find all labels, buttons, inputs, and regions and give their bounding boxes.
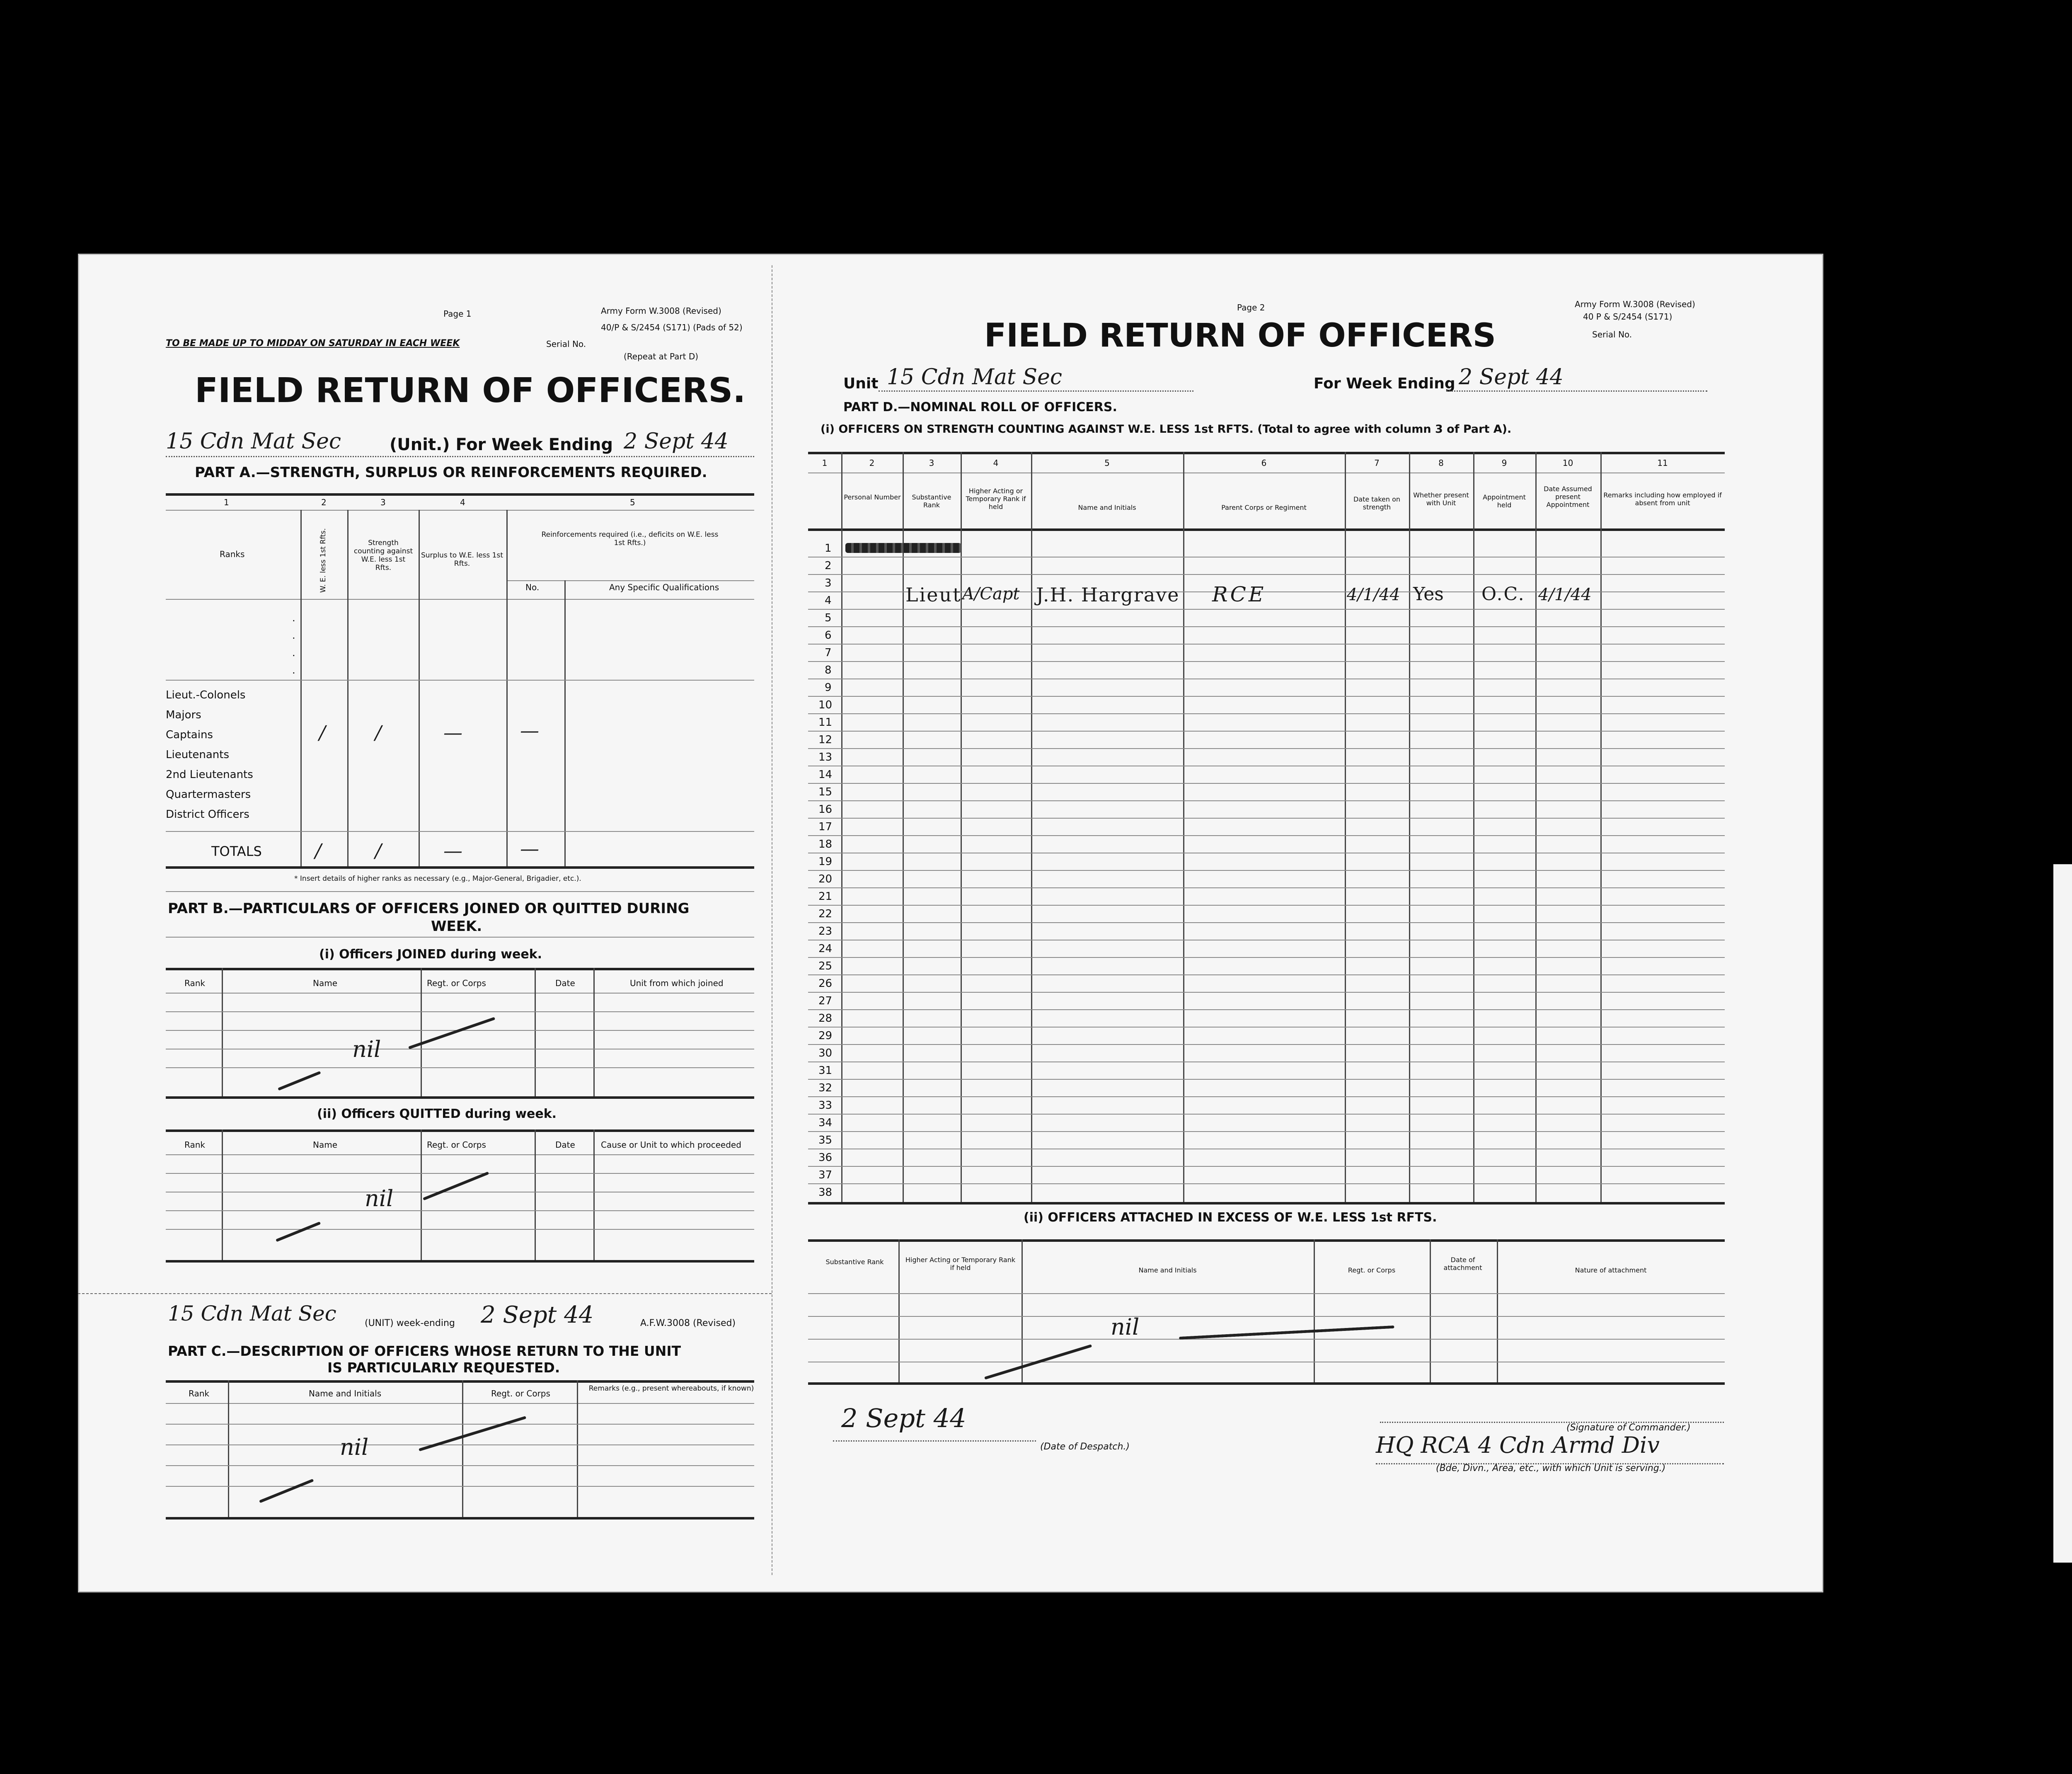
- struck-entry: [845, 543, 961, 553]
- part-a-footnote: * Insert details of higher ranks as necessary (e.g., Major-General, Brigadier, etc.).: [294, 875, 581, 883]
- part-c-form: A.F.W.3008 (Revised): [640, 1318, 736, 1328]
- col-qual: Any Specific Qualifications: [609, 582, 719, 592]
- row-number: 28: [818, 1012, 833, 1025]
- entry-higher-rank: A/Capt: [962, 584, 1020, 603]
- captains-surplus: —: [443, 721, 462, 744]
- row-number: 3: [825, 577, 832, 589]
- row-number: 30: [818, 1047, 833, 1059]
- row-number: 12: [818, 734, 833, 746]
- despatch-date: 2 Sept 44: [841, 1403, 966, 1433]
- row-number: 18: [818, 838, 833, 851]
- repeat-note: (Repeat at Part D): [624, 351, 699, 361]
- archive-label: [2053, 864, 2072, 1563]
- row-number: 22: [818, 908, 833, 920]
- rank-lieut-colonels: Lieut.-Colonels: [166, 689, 246, 701]
- row-number: 38: [818, 1186, 833, 1199]
- page2-week-entry: 2 Sept 44: [1459, 365, 1564, 390]
- rank-majors: Majors: [166, 709, 201, 721]
- rank-district-officers: District Officers: [166, 808, 249, 821]
- unit-label: (Unit.) For Week Ending: [390, 435, 613, 454]
- rank-2nd-lieutenants: 2nd Lieutenants: [166, 768, 253, 781]
- totals-surplus: —: [443, 839, 462, 862]
- joined-nil: nil: [352, 1036, 381, 1062]
- row-number: 10: [818, 699, 833, 711]
- row-number: 24: [818, 943, 833, 955]
- captains-strength: /: [375, 721, 382, 744]
- col-we: W. E. less 1st Rfts.: [319, 528, 327, 593]
- row-number: 2: [825, 560, 832, 572]
- captains-we: /: [319, 721, 326, 744]
- page2-unit-entry: 15 Cdn Mat Sec: [887, 365, 1062, 390]
- page2-week-label: For Week Ending: [1314, 375, 1455, 392]
- quitted-nil: nil: [365, 1185, 394, 1212]
- part-d-subtitle: (i) OFFICERS ON STRENGTH COUNTING AGAINST W.E. LESS 1st RFTS. (Total to agree with column 3 of Part A).: [821, 423, 1512, 436]
- col-no: No.: [525, 582, 540, 592]
- col-ranks: Ranks: [220, 549, 245, 559]
- form-number: Army Form W.3008 (Revised): [601, 306, 721, 316]
- entry-appointment: O.C.: [1481, 584, 1525, 605]
- entry-sub-rank: Lieut: [905, 584, 962, 606]
- row-number: 6: [825, 629, 832, 642]
- row-number: 15: [818, 786, 833, 798]
- despatch-label: (Date of Despatch.): [1040, 1442, 1130, 1452]
- part-c-unit-label: (UNIT) week-ending: [365, 1318, 455, 1328]
- page2-title: FIELD RETURN OF OFFICERS: [984, 317, 1496, 354]
- row-number: 14: [818, 768, 833, 781]
- row-number: 7: [825, 647, 832, 659]
- row-number: 29: [818, 1030, 833, 1042]
- perforation: [78, 1293, 772, 1294]
- signature-label: (Signature of Commander.): [1566, 1423, 1691, 1433]
- row-number: 32: [818, 1082, 833, 1094]
- joined-title: (i) Officers JOINED during week.: [319, 947, 542, 962]
- unit-entry: 15 Cdn Mat Sec: [166, 429, 341, 454]
- row-number: 36: [818, 1151, 833, 1164]
- instruction: TO BE MADE UP TO MIDDAY ON SATURDAY IN EACH WEEK: [166, 338, 460, 349]
- row-number: 21: [818, 890, 833, 903]
- totals-label: TOTALS: [211, 843, 262, 859]
- page2-form-ref: 40 P & S/2454 (S171): [1583, 312, 1673, 322]
- row-number: 37: [818, 1169, 833, 1181]
- row-number: 31: [818, 1064, 833, 1077]
- entry-name: J.H. Hargrave: [1036, 584, 1180, 606]
- page-title: FIELD RETURN OF OFFICERS.: [195, 371, 746, 410]
- row-number: 26: [818, 977, 833, 990]
- part-c-title: PART C.—DESCRIPTION OF OFFICERS WHOSE RETURN TO THE UNIT: [168, 1343, 681, 1359]
- entry-present: Yes: [1413, 584, 1444, 605]
- col-surplus: Surplus to W.E. less 1st Rfts.: [421, 551, 503, 568]
- row-number: 25: [818, 960, 833, 972]
- rank-quartermasters: Quartermasters: [166, 788, 251, 801]
- row-number: 13: [818, 751, 833, 763]
- totals-reinf: —: [520, 837, 539, 860]
- part-c-week: 2 Sept 44: [481, 1301, 594, 1328]
- formation-label: (Bde, Divn., Area, etc., with which Unit is serving.): [1436, 1463, 1666, 1473]
- totals-strength: /: [375, 839, 382, 862]
- part-d-title: PART D.—NOMINAL ROLL OF OFFICERS.: [843, 400, 1117, 414]
- row-number: 17: [818, 821, 833, 833]
- entry-date-tos: 4/1/44: [1347, 585, 1400, 604]
- attached-title: (ii) OFFICERS ATTACHED IN EXCESS OF W.E. LESS 1st RFTS.: [1024, 1210, 1437, 1225]
- part-c-unit: 15 Cdn Mat Sec: [168, 1301, 336, 1326]
- totals-we: /: [315, 839, 322, 862]
- formation-entry: HQ RCA 4 Cdn Armd Div: [1376, 1432, 1660, 1458]
- row-number: 23: [818, 925, 833, 938]
- page-number: Page 1: [443, 309, 472, 319]
- captains-reinf: —: [520, 719, 539, 742]
- row-number: 16: [818, 803, 833, 816]
- row-number: 20: [818, 873, 833, 885]
- page2-serial-label: Serial No.: [1592, 330, 1632, 339]
- row-number: 11: [818, 716, 833, 729]
- serial-label: Serial No.: [546, 339, 586, 349]
- col-strength: Strength counting against W.E. less 1st Rfts.: [353, 539, 413, 572]
- row-number: 1: [825, 542, 832, 555]
- part-a-title: PART A.—STRENGTH, SURPLUS OR REINFORCEMENTS REQUIRED.: [195, 464, 707, 481]
- row-number: 19: [818, 855, 833, 868]
- rank-captains: Captains: [166, 729, 213, 741]
- row-number: 8: [825, 664, 832, 676]
- col-reinf: Reinforcements required (i.e., deficits on W.E. less 1st Rfts.): [541, 531, 719, 547]
- row-number: 5: [825, 612, 832, 624]
- row-number: 35: [818, 1134, 833, 1146]
- row-number: 9: [825, 681, 832, 694]
- row-number: 4: [825, 594, 832, 607]
- entry-date-appt: 4/1/44: [1538, 585, 1592, 604]
- page2-form-number: Army Form W.3008 (Revised): [1575, 299, 1695, 309]
- row-number: 34: [818, 1117, 833, 1129]
- row-number: 27: [818, 995, 833, 1007]
- entry-corps: RCE: [1212, 582, 1266, 606]
- part-c-nil: nil: [340, 1434, 369, 1460]
- page2-number: Page 2: [1237, 303, 1265, 313]
- page2-unit-label: Unit: [843, 375, 879, 392]
- part-b-title: PART B.—PARTICULARS OF OFFICERS JOINED OR QUITTED DURING: [168, 900, 690, 917]
- rank-lieutenants: Lieutenants: [166, 749, 230, 761]
- form-ref: 40/P & S/2454 (S171) (Pads of 52): [601, 322, 743, 332]
- quitted-title: (ii) Officers QUITTED during week.: [317, 1107, 557, 1121]
- attached-nil: nil: [1111, 1314, 1140, 1340]
- week-entry: 2 Sept 44: [624, 429, 729, 454]
- row-number: 33: [818, 1099, 833, 1112]
